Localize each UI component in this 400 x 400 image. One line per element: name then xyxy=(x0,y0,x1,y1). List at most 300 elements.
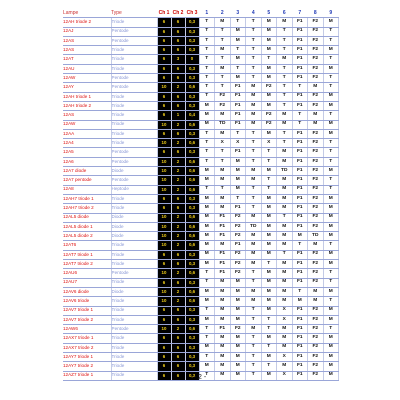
channel-1-cell: 6 xyxy=(157,250,171,259)
pin-1-cell: M xyxy=(199,194,215,203)
pin-7-cell: F1 xyxy=(292,250,308,259)
pin-4-cell: M xyxy=(246,297,262,306)
pin-9-cell: T xyxy=(323,111,339,120)
channel-2-cell: 6 xyxy=(171,27,185,36)
pin-1-cell: M xyxy=(199,343,215,352)
pin-3-cell: M xyxy=(230,278,246,287)
pin-6-cell: M xyxy=(277,297,293,306)
pin-4-cell: M xyxy=(246,101,262,110)
pin-9-cell: M xyxy=(323,101,339,110)
channel-2-cell: 6 xyxy=(171,148,185,157)
channel-2-cell: 2 xyxy=(171,139,185,148)
channel-3-cell: 0 xyxy=(185,55,199,64)
pin-8-cell: F2 xyxy=(308,18,324,27)
pin-7-cell: F1 xyxy=(292,55,308,64)
pin-1-cell: T xyxy=(199,185,215,194)
pin-9-cell: M xyxy=(323,371,339,380)
pin-4-cell: M xyxy=(246,213,262,222)
pin-5-cell: M xyxy=(261,250,277,259)
pin-5-cell: M xyxy=(261,269,277,278)
pin-2-cell: M xyxy=(215,176,231,185)
pin-1-cell: T xyxy=(199,36,215,45)
pin-2-cell: M xyxy=(215,343,231,352)
pin-3-cell: X xyxy=(230,139,246,148)
pin-5-cell: M xyxy=(261,241,277,250)
channel-1-cell: 6 xyxy=(157,315,171,324)
pin-8-cell: M xyxy=(308,297,324,306)
pin-3-cell: F2 xyxy=(230,260,246,269)
pin-2-cell: TD xyxy=(215,120,231,129)
pin-2-cell: M xyxy=(215,64,231,73)
lamp-type-cell: Triode xyxy=(111,297,157,306)
pin-9-cell: T xyxy=(323,185,339,194)
pin-1-cell: M xyxy=(199,250,215,259)
channel-2-cell: 2 xyxy=(171,167,185,176)
pin-6-cell: M xyxy=(277,325,293,334)
pin-2-cell: F1 xyxy=(215,269,231,278)
header-pin-6: 6 xyxy=(277,9,293,18)
channel-3-cell: 0,3 xyxy=(185,352,199,361)
channel-2-cell: 2 xyxy=(171,232,185,241)
pin-1-cell: T xyxy=(199,306,215,315)
channel-2-cell: 6 xyxy=(171,362,185,371)
pin-1-cell: T xyxy=(199,371,215,380)
table-header xyxy=(63,9,339,18)
channel-1-cell: 6 xyxy=(157,194,171,203)
pin-3-cell: M xyxy=(230,371,246,380)
pin-4-cell: M xyxy=(246,287,262,296)
pin-8-cell: F2 xyxy=(308,176,324,185)
table-row xyxy=(63,325,339,334)
pin-7-cell: F1 xyxy=(292,18,308,27)
pin-7-cell: F1 xyxy=(292,352,308,361)
pin-5-cell: M xyxy=(261,371,277,380)
pin-5-cell: M xyxy=(261,232,277,241)
lamp-type-cell: Diode xyxy=(111,167,157,176)
pin-6-cell: M xyxy=(277,232,293,241)
lamp-name-cell: 12AY xyxy=(63,83,111,92)
pin-6-cell: M xyxy=(277,278,293,287)
pin-4-cell: T xyxy=(246,157,262,166)
channel-2-cell: 2 xyxy=(171,83,185,92)
pin-7-cell: F1 xyxy=(292,129,308,138)
lamp-type-cell: Pentode xyxy=(111,325,157,334)
pin-4-cell: M xyxy=(246,241,262,250)
pin-4-cell: T xyxy=(246,129,262,138)
pin-7-cell: F1 xyxy=(292,343,308,352)
pin-9-cell: M xyxy=(323,315,339,324)
channel-1-cell: 10 xyxy=(157,287,171,296)
lamp-name-cell: 12AV7 triode 2 xyxy=(63,315,111,324)
pin-1-cell: T xyxy=(199,74,215,83)
pin-3-cell: T xyxy=(230,194,246,203)
pin-2-cell: T xyxy=(215,55,231,64)
lamp-type-cell: Pentode xyxy=(111,157,157,166)
channel-3-cell: 0,6 xyxy=(185,83,199,92)
channel-3-cell: 0,3 xyxy=(185,46,199,55)
lamp-type-cell: Triode xyxy=(111,101,157,110)
pin-3-cell: M xyxy=(230,306,246,315)
pin-9-cell: M xyxy=(323,250,339,259)
channel-2-cell: 3 xyxy=(171,55,185,64)
table-row xyxy=(63,278,339,287)
table-row xyxy=(63,260,339,269)
pin-9-cell: M xyxy=(323,204,339,213)
channel-2-cell: 6 xyxy=(171,64,185,73)
pin-8-cell: F2 xyxy=(308,27,324,36)
lamp-name-cell: 12A5 xyxy=(63,148,111,157)
pin-7-cell: F1 xyxy=(292,139,308,148)
pin-5-cell: M xyxy=(261,167,277,176)
pin-3-cell: F1 xyxy=(230,92,246,101)
table-row xyxy=(63,315,339,324)
channel-1-cell: 6 xyxy=(157,111,171,120)
pin-9-cell: M xyxy=(323,306,339,315)
channel-3-cell: 0,6 xyxy=(185,167,199,176)
pin-4-cell: T xyxy=(246,74,262,83)
lamp-type-cell: Pentode xyxy=(111,36,157,45)
pin-9-cell: T xyxy=(323,176,339,185)
pin-6-cell: M xyxy=(277,111,293,120)
pin-3-cell: M xyxy=(230,55,246,64)
pin-8-cell: F2 xyxy=(308,260,324,269)
lamp-name-cell: 12AT7 triode 2 xyxy=(63,260,111,269)
pin-8-cell: F2 xyxy=(308,139,324,148)
pin-4-cell: T xyxy=(246,343,262,352)
channel-3-cell: 0,6 xyxy=(185,222,199,231)
pin-9-cell: T xyxy=(323,74,339,83)
pin-6-cell: T xyxy=(277,139,293,148)
channel-2-cell: 2 xyxy=(171,157,185,166)
pin-7-cell: F1 xyxy=(292,204,308,213)
pin-3-cell: M xyxy=(230,287,246,296)
lamp-name-cell: 12AT6 xyxy=(63,241,111,250)
channel-3-cell: 0,3 xyxy=(185,92,199,101)
channel-1-cell: 6 xyxy=(157,362,171,371)
pin-7-cell: T xyxy=(292,120,308,129)
pin-9-cell: T xyxy=(323,55,339,64)
channel-1-cell: 6 xyxy=(157,306,171,315)
channel-3-cell: 0,4 xyxy=(185,111,199,120)
header-ch1: Ch 1 xyxy=(157,9,171,18)
pin-8-cell: F2 xyxy=(308,325,324,334)
table-row xyxy=(63,139,339,148)
header-pin-2: 2 xyxy=(215,9,231,18)
pin-2-cell: T xyxy=(215,83,231,92)
lamp-name-cell: 12AW6 xyxy=(63,325,111,334)
table-row xyxy=(63,64,339,73)
header-type: Type xyxy=(111,9,157,18)
lamp-table xyxy=(63,9,339,381)
channel-2-cell: 6 xyxy=(171,343,185,352)
pin-6-cell: T xyxy=(277,129,293,138)
pin-4-cell: T xyxy=(246,334,262,343)
pin-8-cell: F2 xyxy=(308,269,324,278)
pin-4-cell: T xyxy=(246,18,262,27)
pin-2-cell: T xyxy=(215,148,231,157)
pin-6-cell: M xyxy=(277,148,293,157)
pin-5-cell: T xyxy=(261,148,277,157)
lamp-name-cell: 12AV6 triode xyxy=(63,297,111,306)
pin-9-cell: T xyxy=(323,148,339,157)
channel-3-cell: 0,3 xyxy=(185,18,199,27)
pin-3-cell: F1 xyxy=(230,111,246,120)
pin-4-cell: M xyxy=(246,120,262,129)
pin-8-cell: F2 xyxy=(308,167,324,176)
lamp-name-cell: 12AV6 diode xyxy=(63,287,111,296)
pin-8-cell: F2 xyxy=(308,278,324,287)
pin-9-cell: M xyxy=(323,18,339,27)
pin-5-cell: M xyxy=(261,213,277,222)
lamp-type-cell: Triode xyxy=(111,241,157,250)
pin-9-cell: M xyxy=(323,260,339,269)
pin-5-cell: M xyxy=(261,194,277,203)
pin-1-cell: T xyxy=(199,46,215,55)
channel-1-cell: 6 xyxy=(157,148,171,157)
pin-8-cell: F2 xyxy=(308,352,324,361)
channel-1-cell: 6 xyxy=(157,371,171,380)
table-row xyxy=(63,129,339,138)
pin-8-cell: F2 xyxy=(308,64,324,73)
pin-3-cell: M xyxy=(230,362,246,371)
channel-2-cell: 6 xyxy=(171,352,185,361)
channel-1-cell: 10 xyxy=(157,269,171,278)
pin-1-cell: T xyxy=(199,55,215,64)
lamp-type-cell: Pentode xyxy=(111,27,157,36)
lamp-type-cell: Triode xyxy=(111,55,157,64)
pin-9-cell: T xyxy=(323,297,339,306)
lamp-name-cell: 12AU6 xyxy=(63,269,111,278)
channel-1-cell: 6 xyxy=(157,55,171,64)
lamp-type-cell: Diode xyxy=(111,222,157,231)
pin-7-cell: F1 xyxy=(292,101,308,110)
channel-1-cell: 10 xyxy=(157,185,171,194)
lamp-type-cell: Triode xyxy=(111,278,157,287)
channel-3-cell: 0,6 xyxy=(185,213,199,222)
pin-2-cell: M xyxy=(215,315,231,324)
pin-6-cell: M xyxy=(277,362,293,371)
channel-1-cell: 6 xyxy=(157,18,171,27)
pin-8-cell: F2 xyxy=(308,194,324,203)
pin-8-cell: M xyxy=(308,241,324,250)
pin-4-cell: T xyxy=(246,315,262,324)
header-pin-5: 5 xyxy=(261,9,277,18)
pin-2-cell: F2 xyxy=(215,101,231,110)
pin-8-cell: F2 xyxy=(308,343,324,352)
table-row xyxy=(63,176,339,185)
lamp-name-cell: 12A7 pentode xyxy=(63,176,111,185)
pin-6-cell: M xyxy=(277,18,293,27)
channel-1-cell: 6 xyxy=(157,92,171,101)
pin-6-cell: T xyxy=(277,36,293,45)
pin-1-cell: M xyxy=(199,111,215,120)
pin-9-cell: T xyxy=(323,157,339,166)
lamp-name-cell: 12AH7 triode 1 xyxy=(63,194,111,203)
pin-6-cell: M xyxy=(277,343,293,352)
pin-1-cell: M xyxy=(199,315,215,324)
lamp-name-cell: 12A7 diode xyxy=(63,167,111,176)
pin-9-cell: M xyxy=(323,362,339,371)
pin-3-cell: F1 xyxy=(230,101,246,110)
pin-1-cell: M xyxy=(199,287,215,296)
pin-1-cell: M xyxy=(199,120,215,129)
pin-1-cell: M xyxy=(199,101,215,110)
pin-8-cell: M xyxy=(308,111,324,120)
channel-3-cell: 0,6 xyxy=(185,297,199,306)
lamp-name-cell: 12AL5 diode 2 xyxy=(63,232,111,241)
pin-4-cell: T xyxy=(246,204,262,213)
pin-5-cell: M xyxy=(261,204,277,213)
pin-5-cell: F2 xyxy=(261,83,277,92)
lamp-type-cell: Triode xyxy=(111,315,157,324)
pin-7-cell: F1 xyxy=(292,36,308,45)
pin-3-cell: M xyxy=(230,297,246,306)
pin-2-cell: T xyxy=(215,36,231,45)
channel-2-cell: 6 xyxy=(171,306,185,315)
table-row xyxy=(63,74,339,83)
pin-9-cell: M xyxy=(323,167,339,176)
channel-1-cell: 6 xyxy=(157,46,171,55)
pin-5-cell: T xyxy=(261,362,277,371)
channel-3-cell: 0,3 xyxy=(185,194,199,203)
pin-3-cell: F2 xyxy=(230,232,246,241)
table-body xyxy=(63,18,339,381)
pin-3-cell: F2 xyxy=(230,250,246,259)
pin-6-cell: TD xyxy=(277,167,293,176)
pin-1-cell: M xyxy=(199,204,215,213)
pin-4-cell: T xyxy=(246,36,262,45)
table-row xyxy=(63,232,339,241)
pin-7-cell: F1 xyxy=(292,269,308,278)
pin-9-cell: M xyxy=(323,352,339,361)
pin-3-cell: M xyxy=(230,343,246,352)
pin-3-cell: M xyxy=(230,352,246,361)
pin-9-cell: M xyxy=(323,213,339,222)
pin-8-cell: F2 xyxy=(308,371,324,380)
header-pin-4: 4 xyxy=(246,9,262,18)
lamp-type-cell: Triode xyxy=(111,371,157,380)
pin-6-cell: T xyxy=(277,27,293,36)
lamp-name-cell: 12AS xyxy=(63,36,111,45)
pin-8-cell: F2 xyxy=(308,315,324,324)
channel-1-cell: 10 xyxy=(157,157,171,166)
channel-2-cell: 6 xyxy=(171,46,185,55)
pin-7-cell: T xyxy=(292,83,308,92)
lamp-name-cell: 12AU7 xyxy=(63,278,111,287)
pin-8-cell: F2 xyxy=(308,204,324,213)
pin-6-cell: M xyxy=(277,194,293,203)
pin-7-cell: F1 xyxy=(292,27,308,36)
lamp-type-cell: Diode xyxy=(111,213,157,222)
pin-8-cell: F2 xyxy=(308,250,324,259)
pin-6-cell: T xyxy=(277,64,293,73)
pin-3-cell: F1 xyxy=(230,204,246,213)
pin-4-cell: M xyxy=(246,325,262,334)
pin-9-cell: M xyxy=(323,92,339,101)
pin-7-cell: F1 xyxy=(292,185,308,194)
pin-6-cell: M xyxy=(277,55,293,64)
lamp-type-cell: Pentode xyxy=(111,74,157,83)
pin-3-cell: T xyxy=(230,129,246,138)
pin-9-cell: M xyxy=(323,232,339,241)
channel-2-cell: 1 xyxy=(171,111,185,120)
pin-1-cell: M xyxy=(199,260,215,269)
pin-4-cell: M xyxy=(246,167,262,176)
pin-8-cell: M xyxy=(308,287,324,296)
table-row xyxy=(63,55,339,64)
channel-1-cell: 10 xyxy=(157,213,171,222)
pin-2-cell: F1 xyxy=(215,250,231,259)
pin-6-cell: T xyxy=(277,250,293,259)
lamp-name-cell: 12AL5 diode xyxy=(63,213,111,222)
pin-3-cell: T xyxy=(230,64,246,73)
channel-3-cell: 0,3 xyxy=(185,306,199,315)
channel-1-cell: 6 xyxy=(157,129,171,138)
pin-2-cell: F1 xyxy=(215,222,231,231)
pin-2-cell: M xyxy=(215,241,231,250)
table-row xyxy=(63,111,339,120)
channel-3-cell: 0,3 xyxy=(185,101,199,110)
pin-3-cell: T xyxy=(230,46,246,55)
channel-1-cell: 6 xyxy=(157,36,171,45)
pin-5-cell: M xyxy=(261,287,277,296)
lamp-type-cell: Triode xyxy=(111,120,157,129)
channel-2-cell: 6 xyxy=(171,334,185,343)
pin-7-cell: F1 xyxy=(292,371,308,380)
lamp-type-cell: Triode xyxy=(111,194,157,203)
lamp-name-cell: 12AY7 triode 2 xyxy=(63,362,111,371)
pin-1-cell: T xyxy=(199,157,215,166)
pin-5-cell: M xyxy=(261,222,277,231)
channel-2-cell: 6 xyxy=(171,260,185,269)
channel-3-cell: 0,6 xyxy=(185,120,199,129)
channel-1-cell: 6 xyxy=(157,27,171,36)
pin-1-cell: M xyxy=(199,362,215,371)
pin-7-cell: F1 xyxy=(292,362,308,371)
pin-5-cell: M xyxy=(261,74,277,83)
pin-3-cell: F1 xyxy=(230,241,246,250)
table-row xyxy=(63,241,339,250)
pin-4-cell: T xyxy=(246,269,262,278)
pin-8-cell: F2 xyxy=(308,92,324,101)
pin-9-cell: M xyxy=(323,64,339,73)
pin-6-cell: X xyxy=(277,306,293,315)
lamp-name-cell: 12AU xyxy=(63,64,111,73)
lamp-name-cell: 12AX7 triode 2 xyxy=(63,343,111,352)
pin-1-cell: M xyxy=(199,241,215,250)
pin-4-cell: M xyxy=(246,176,262,185)
channel-1-cell: 10 xyxy=(157,139,171,148)
pin-9-cell: T xyxy=(323,325,339,334)
pin-7-cell: F1 xyxy=(292,306,308,315)
pin-8-cell: F2 xyxy=(308,148,324,157)
lamp-type-cell: Triode xyxy=(111,343,157,352)
pin-7-cell: F1 xyxy=(292,157,308,166)
pin-6-cell: T xyxy=(277,83,293,92)
pin-6-cell: M xyxy=(277,185,293,194)
pin-1-cell: T xyxy=(199,325,215,334)
pin-3-cell: F1 xyxy=(230,148,246,157)
pin-8-cell: F2 xyxy=(308,334,324,343)
pin-5-cell: T xyxy=(261,157,277,166)
pin-3-cell: F2 xyxy=(230,213,246,222)
pin-4-cell: M xyxy=(246,111,262,120)
header-pin-1: 1 xyxy=(199,9,215,18)
channel-1-cell: 6 xyxy=(157,352,171,361)
lamp-name-cell: 12AT xyxy=(63,55,111,64)
pin-6-cell: X xyxy=(277,315,293,324)
pin-1-cell: M xyxy=(199,232,215,241)
